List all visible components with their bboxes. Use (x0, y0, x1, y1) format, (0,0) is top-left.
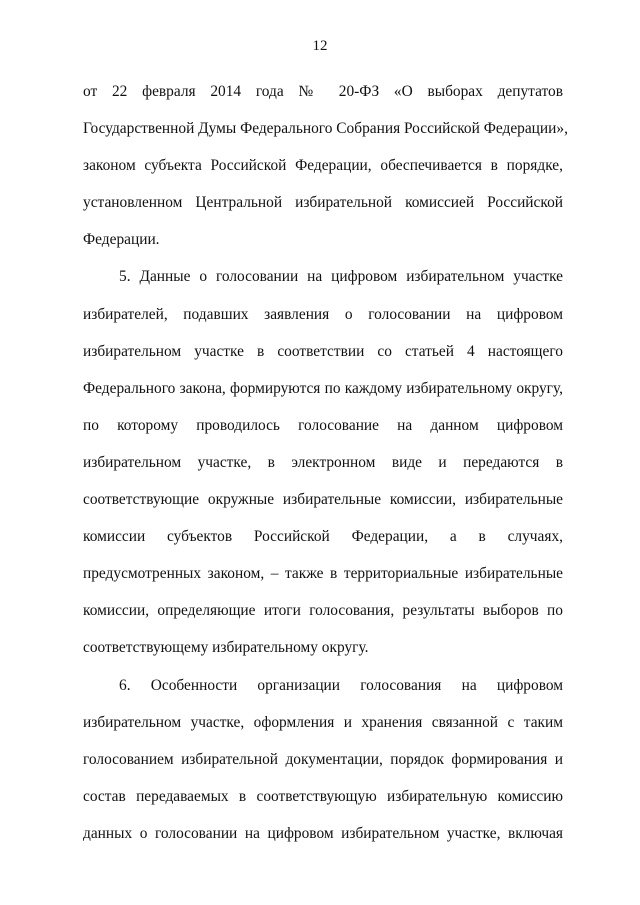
text-line: избирателей, подавших заявления о голосовании на цифровом (83, 305, 563, 323)
text-line: Федерального закона, формируются по каждому избирательному округу, (83, 379, 563, 397)
text-line: по которому проводилось голосование на данном цифровом (83, 416, 563, 434)
text-line: избирательном участке, в электронном виде и передаются в (83, 453, 563, 471)
text-line: комиссии, определяющие итоги голосования, результаты выборов по (83, 602, 563, 620)
text-line: состав передаваемых в соответствующую избирательную комиссию (83, 787, 563, 805)
text-line: данных о голосовании на цифровом избирательном участке, включая (83, 824, 563, 842)
text-line: установленном Центральной избирательной комиссией Российской (83, 194, 563, 212)
page-number: 12 (312, 38, 328, 54)
text-line: Федерации. (83, 231, 160, 249)
paragraph-item-6 (83, 667, 563, 852)
text-line: соответствующему избирательному округу. (83, 639, 369, 657)
text-line: голосованием избирательной документации, порядок формирования и (83, 750, 563, 768)
text-line: законом субъекта Российской Федерации, обеспечивается в порядке, (83, 157, 563, 175)
text-line: Государственной Думы Федерального Собрания Российской Федерации», (83, 120, 568, 138)
paragraph-continuation (83, 73, 568, 258)
text-line: 5. Данные о голосовании на цифровом избирательном участке (119, 268, 563, 286)
text-line: избирательном участке, оформления и хранения связанной с таким (83, 713, 563, 731)
document-body (83, 73, 568, 852)
text-line: соответствующие окружные избирательные комиссии, избирательные (83, 491, 563, 509)
text-line: комиссии субъектов Российской Федерации, а в случаях, (83, 528, 563, 546)
paragraph-item-5 (83, 258, 563, 666)
text-line: 6. Особенности организации голосования на цифровом (119, 676, 563, 694)
text-line: избирательном участке в соответствии со статьей 4 настоящего (83, 342, 563, 360)
text-line: от 22 февраля 2014 года № 20-ФЗ «О выборах депутатов (83, 83, 563, 100)
text-line: предусмотренных законом, – также в территориальные избирательные (83, 565, 563, 583)
